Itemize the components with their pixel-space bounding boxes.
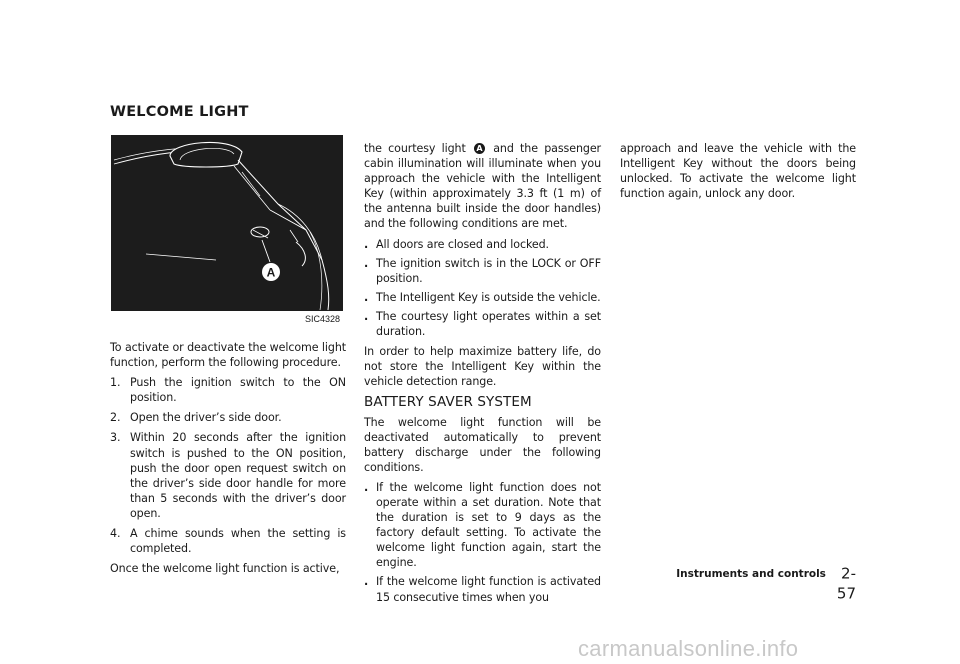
list-item-text: The Intelligent Key is outside the vehicle. [376,290,601,304]
list-item-text: The courtesy light operates within a set duration. [376,309,601,339]
step-text: Push the ignition switch to the ON position. [130,376,346,405]
list-item [364,237,601,252]
bullet-icon: . [364,480,369,494]
step-item [110,526,346,556]
list-item-text: If the welcome light function is activated 15 consecutive times when you [376,575,601,604]
bullet-icon: . [364,575,369,589]
battery-paragraph: In order to help maximize battery life, do not store the Intelligent Key within the vehicle detection range. [364,345,601,389]
list-item-text: The ignition switch is in the LOCK or OFF position. [376,256,601,285]
step-item [110,375,346,405]
step-text: Open the driver’s side door. [130,411,282,425]
procedure-steps [110,375,346,556]
condition-list [364,237,601,340]
list-item-text: All doors are closed and locked. [376,237,549,251]
courtesy-light-paragraph [364,141,601,232]
welcome-light-figure [110,134,344,326]
list-item-text: If the welcome light function does not operate within a set duration. Note that the duration is set to 9 days as the factory default setting. To activate the welcome light function again, start the engine. [376,480,601,570]
list-item [364,574,601,604]
continuation-paragraph: approach and leave the vehicle with the Intelligent Key without the doors being unlocked. To activate the welcome light function again, unlock any door. [620,142,856,201]
chapter-title: Instruments and controls [676,567,826,580]
watermark: carmanualsonline.info [578,636,799,661]
callout-a-marker: A [474,143,485,154]
page-number: 2-57 [836,564,856,602]
column-2 [364,141,601,610]
paragraph-text: the courtesy light [364,142,466,155]
figure-code: SIC4328 [304,314,340,324]
step-text: Within 20 seconds after the ignition switch is pushed to the ON position, push the door open request switch on the driver’s side door handle for more than 5 seconds with the driver’s door open. [130,431,346,520]
list-item [364,480,601,571]
step-item [110,430,346,521]
list-item [364,290,601,305]
section-title: WELCOME LIGHT [110,104,249,120]
battery-saver-paragraph: The welcome light function will be deactivated automatically to prevent battery discharge under the following conditions. [364,415,601,474]
car-door-illustration [110,134,344,312]
step-text: A chime sounds when the setting is completed. [130,527,346,556]
list-item [364,256,601,286]
column-3 [620,141,856,206]
column-1 [110,340,346,581]
bullet-icon: . [364,237,369,251]
paragraph-text: and the passenger cabin illumination will illuminate when you approach the vehicle with the Intelligent Key (within approximately 3.3 ft (1 m) of the antenna built inside the door handles) and the following conditions are met. [364,142,601,231]
list-item [364,309,601,339]
bullet-icon: . [364,290,369,304]
page-footer [664,563,856,602]
step-number: 1. [110,376,121,390]
step-number: 4. [110,527,121,541]
outro-paragraph: Once the welcome light function is active, [110,562,340,576]
step-item [110,410,346,425]
figure-label-a: A [266,265,276,280]
intro-paragraph: To activate or deactivate the welcome light function, perform the following procedure. [110,341,346,370]
deactivation-list [364,480,601,605]
battery-saver-heading: BATTERY SAVER SYSTEM [364,394,532,411]
step-number: 2. [110,411,121,425]
bullet-icon: . [364,256,369,270]
step-number: 3. [110,431,121,445]
bullet-icon: . [364,309,369,323]
